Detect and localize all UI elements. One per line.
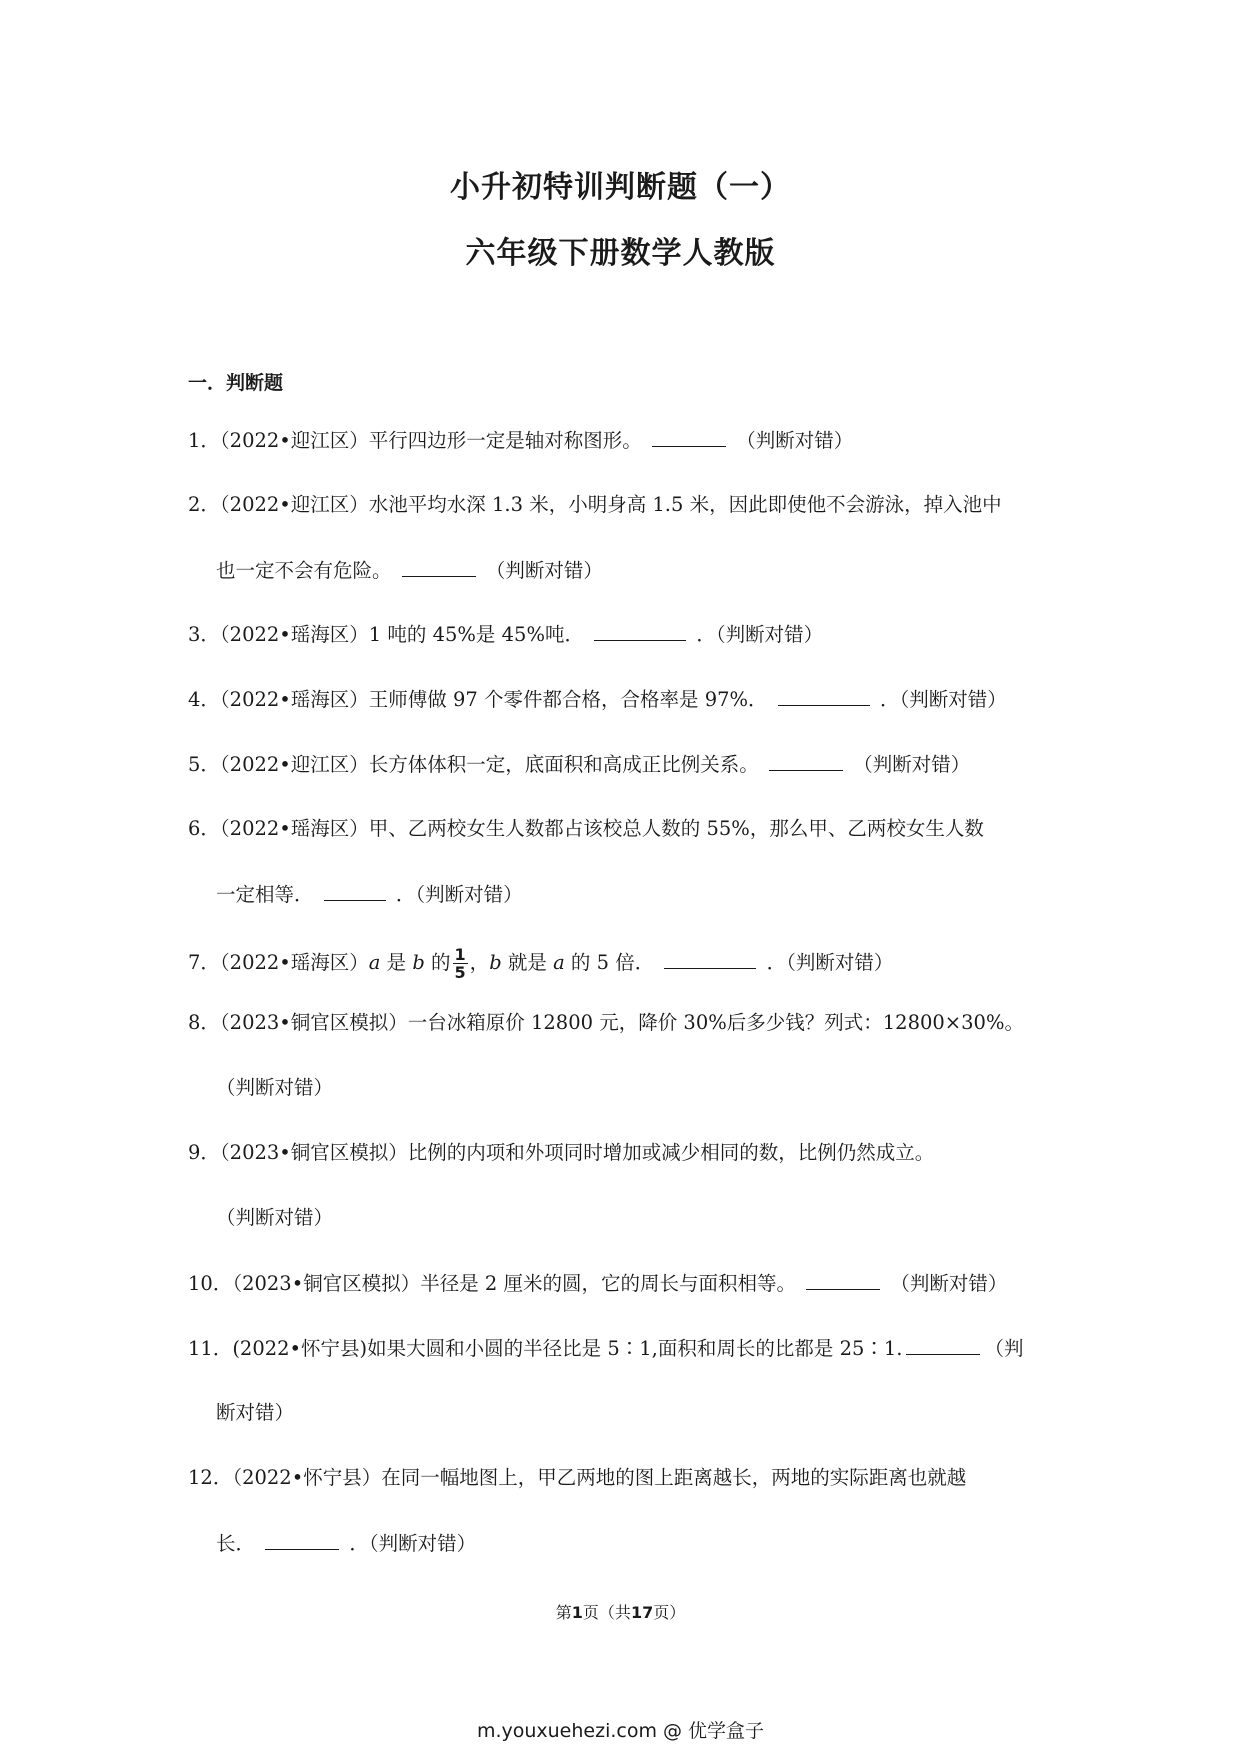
watermark-text: m.youxuehezi.com @ 优学盒子	[476, 1720, 765, 1742]
question-5-suffix: （判断对错）	[853, 753, 971, 776]
question-1-text: 1．（2022•迎江区）平行四边形一定是轴对称图形。	[188, 429, 642, 452]
answer-blank-7[interactable]	[664, 950, 756, 969]
question-7-text-1: 是	[380, 951, 413, 974]
question-2-continued	[216, 558, 603, 583]
question-4-suffix: ．（判断对错）	[879, 688, 1007, 711]
question-11-text: 11．(2022•怀宁县)如果大圆和小圆的半径比是 5∶1,面积和周长的比都是 25∶1.	[188, 1337, 903, 1360]
variable-b: b	[412, 951, 425, 974]
question-11-continued	[216, 1401, 294, 1425]
question-3	[188, 622, 823, 647]
question-7-suffix: ．（判断对错）	[766, 951, 894, 974]
question-5-text: 5．（2022•迎江区）长方体体积一定，底面积和高成正比例关系。	[188, 753, 759, 776]
question-7	[188, 946, 893, 981]
footer-total-pages: 17	[630, 1603, 654, 1622]
variable-a: a	[368, 951, 381, 974]
footer-mid: 页（共	[582, 1603, 631, 1622]
question-2-text: 2．（2022•迎江区）水池平均水深 1.3 米，小明身高 1.5 米，因此即使他不会游泳，掉入池中	[188, 493, 1002, 516]
question-6-continued	[216, 882, 523, 907]
question-3-text: 3．（2022•瑶海区）1 吨的 45%是 45%吨．	[188, 623, 584, 646]
question-7-text-3: ，	[469, 951, 490, 974]
question-9	[188, 1141, 934, 1165]
footer-prefix: 第	[555, 1603, 572, 1622]
question-4-text: 4．（2022•瑶海区）王师傅做 97 个零件都合格，合格率是 97%．	[188, 688, 768, 711]
question-12-suffix: ．（判断对错）	[349, 1532, 477, 1555]
question-1	[188, 428, 853, 453]
question-1-suffix: （判断对错）	[736, 429, 854, 452]
question-9-suffix: （判断对错）	[216, 1206, 334, 1229]
question-8-suffix: （判断对错）	[216, 1076, 334, 1099]
fraction-numerator: 1	[454, 945, 466, 964]
question-3-suffix: ．（判断对错）	[696, 623, 824, 646]
question-9-text: 9．（2023•铜官区模拟）比例的内项和外项同时增加或减少相同的数，比例仍然成立。	[188, 1141, 935, 1164]
question-7-prefix: 7．（2022•瑶海区）	[188, 951, 369, 974]
question-4	[188, 687, 1007, 712]
question-7-text-2: 的	[424, 951, 451, 974]
page-footer	[0, 1600, 1241, 1623]
answer-blank-5[interactable]	[769, 752, 843, 771]
question-10	[188, 1271, 1007, 1296]
question-7-text-4: 就是	[501, 951, 554, 974]
answer-blank-6[interactable]	[324, 882, 386, 901]
question-10-text: 10．（2023•铜官区模拟）半径是 2 厘米的圆，它的周长与面积相等。	[188, 1272, 796, 1295]
fraction-denominator: 5	[454, 963, 466, 982]
section-heading: 一．判断题	[188, 372, 284, 394]
answer-blank-1[interactable]	[652, 428, 726, 447]
question-11-suffix-2: 断对错）	[216, 1401, 295, 1424]
question-6-suffix: ．（判断对错）	[395, 883, 523, 906]
footer-suffix: 页）	[653, 1603, 686, 1622]
question-2	[188, 493, 1002, 517]
variable-b-2: b	[489, 951, 502, 974]
page-title: 小升初特训判断题（一）	[450, 170, 791, 205]
question-6	[188, 817, 984, 841]
question-10-suffix: （判断对错）	[890, 1272, 1008, 1295]
question-2-text-2: 也一定不会有危险。	[216, 559, 392, 582]
answer-blank-3[interactable]	[594, 622, 686, 641]
page-subtitle: 六年级下册数学人教版	[465, 236, 776, 271]
question-5	[188, 752, 970, 777]
question-12-continued	[216, 1531, 476, 1556]
question-8-continued	[216, 1076, 333, 1100]
question-11	[188, 1336, 1024, 1361]
question-7-text-5: 的 5 倍．	[564, 951, 655, 974]
question-8-text: 8．（2023•铜官区模拟）一台冰箱原价 12800 元，降价 30%后多少钱？列式：12800×30%。	[188, 1011, 1024, 1034]
answer-blank-11[interactable]	[906, 1336, 980, 1355]
answer-blank-2[interactable]	[402, 558, 476, 577]
fraction-one-fifth	[453, 946, 468, 981]
question-12-text: 12．（2022•怀宁县）在同一幅地图上，甲乙两地的图上距离越长，两地的实际距离也就越	[188, 1466, 967, 1489]
question-8	[188, 1011, 1024, 1035]
footer-page-number: 1	[571, 1603, 583, 1622]
answer-blank-12[interactable]	[265, 1531, 339, 1550]
answer-blank-10[interactable]	[806, 1271, 880, 1290]
question-11-suffix: （判	[984, 1337, 1024, 1360]
question-12-text-2: 长．	[216, 1532, 256, 1555]
question-12	[188, 1466, 966, 1490]
answer-blank-4[interactable]	[778, 687, 870, 706]
question-9-continued	[216, 1206, 333, 1230]
question-6-text-2: 一定相等．	[216, 883, 314, 906]
question-6-text: 6．（2022•瑶海区）甲、乙两校女生人数都占该校总人数的 55%，那么甲、乙两校女生人数	[188, 817, 984, 840]
question-2-suffix: （判断对错）	[485, 559, 603, 582]
variable-a-2: a	[553, 951, 565, 974]
